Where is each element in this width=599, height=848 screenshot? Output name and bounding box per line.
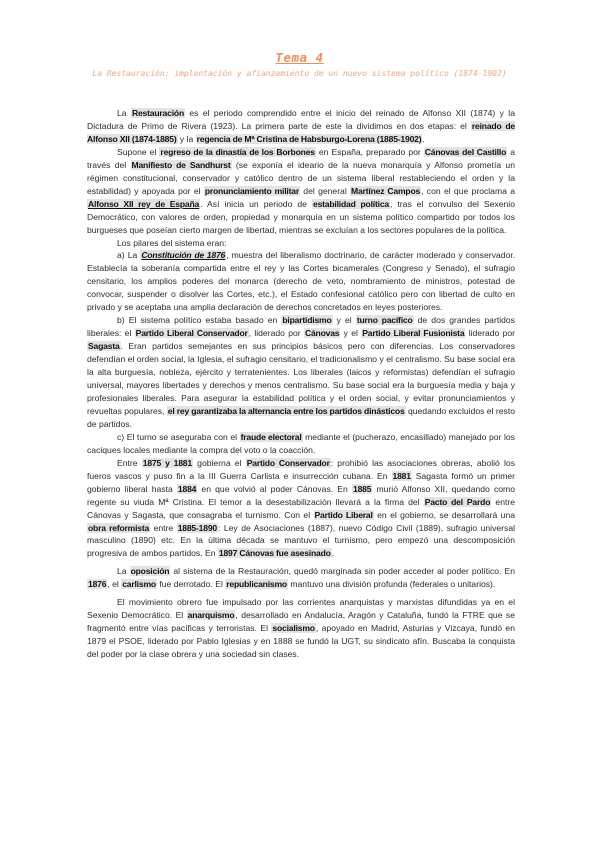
- text-run: a través del: [87, 146, 515, 170]
- highlighted-term: bipartidismo: [282, 315, 332, 326]
- text-run: , con el que proclama a: [421, 185, 515, 196]
- text-run: mantuvo una división profunda (federales o unitarios).: [287, 579, 496, 590]
- highlighted-term: Constitución de 1876: [141, 250, 226, 261]
- text-run: . Eran partidos semejantes en sus principios básicos pero con diferencias. Los conservadores defendían el orden social, la Iglesia, el sufragio censitario, el tradicionalismo y el centralismo. Su base social era la alta burguesía, nobleza, ejército y terratenientes. Los liberales (laicos y reformistas) defendían el sufragio universal, mayores libertades y derechos y menos centralismo. Su base social era la burguesía media y baja y profesionales liberales. Para asegurar la estabilidad política y el orden social, y evitar pronunciamientos y revueltas populares,: [87, 341, 515, 416]
- highlighted-term: 1885: [352, 483, 372, 494]
- highlighted-term: Pacto del Pardo: [424, 496, 491, 507]
- text-run: Los pilares del sistema eran:: [117, 237, 227, 248]
- paragraph: [87, 431, 515, 457]
- highlighted-term: 1885-1890: [177, 522, 217, 533]
- text-run: en que volvió al poder Cánovas. En: [197, 483, 352, 494]
- highlighted-term: Partido Liberal: [314, 509, 373, 520]
- highlighted-term: turno pacífico: [356, 315, 413, 326]
- text-run: : Ley de Asociaciones (1887), nuevo Código Civil (1889), sufragio universal masculino (1890) etc. En la última década se mantuvo el turnismo, pero empezó una descomposición progresiva de ambos partidos. En: [87, 522, 516, 559]
- highlighted-term: reinado de Alfonso XII (1874-1885): [87, 120, 515, 144]
- highlighted-term: oposición: [130, 566, 170, 577]
- text-run: Sagasta formó un primer gobierno liberal hasta: [87, 470, 515, 494]
- highlighted-term: Sagasta: [88, 341, 120, 352]
- text-run: , liderado por: [248, 328, 304, 339]
- text-run: liderado por: [465, 328, 515, 339]
- paragraph: [87, 457, 515, 561]
- text-run: .: [331, 548, 335, 559]
- highlighted-term: regencia de Mª Cristina de Habsburgo-Lorena (1885-1902): [196, 133, 422, 144]
- highlighted-term: obra reformista: [88, 522, 150, 533]
- text-run: al sistema de la Restauración, quedó marginada sin poder acceder al poder político. En: [170, 566, 515, 577]
- text-run: entre: [150, 522, 177, 533]
- text-run: es el periodo comprendido entre el inicio del reinado de Alfonso XII (1874) y la Dictadura de Primo de Rivera (1923). La primera parte de este la dividimos en dos etapas: el: [87, 108, 515, 131]
- text-run: La: [117, 108, 131, 118]
- text-run: El movimiento obrero fue impulsado por las corrientes anarquistas y marxistas difundidas ya en el Sexenio Democrático. El: [87, 597, 515, 621]
- highlighted-term: Martínez Campos: [351, 185, 421, 196]
- text-run: y el: [340, 328, 362, 339]
- highlighted-term: anarquismo: [187, 610, 235, 621]
- text-run: Supone el: [117, 146, 160, 157]
- text-run: (se exponía el ideario de la nueva monarquía y Alfonso prometía un régimen constitucional, conservador y católico dentro de un sistema liberal restableciendo el orden y la estabilidad) y apoyada por el: [87, 159, 515, 196]
- text-run: . Así inicia un periodo de: [200, 198, 312, 209]
- highlighted-term: socialismo: [272, 623, 315, 634]
- text-run: murió Alfonso XII, quedando como regente su viuda Mª Cristina. El temor a la desestabilización llevará a la firma del: [87, 483, 515, 507]
- highlighted-term: Partido Liberal Conservador: [135, 328, 248, 339]
- paragraph: [87, 107, 515, 146]
- highlighted-term: Partido Liberal Fusionista: [362, 328, 465, 339]
- paragraph: [87, 314, 515, 431]
- text-run: quedando excluidos el resto de partidos.: [87, 405, 515, 429]
- highlighted-term: Alfonso XII rey de España: [88, 198, 200, 209]
- text-run: y el: [332, 315, 356, 326]
- text-run: , muestra del liberalismo doctrinario, de carácter moderado y conservador. Establecía la soberanía compartida entre el rey y las Cortes bicamerales (Congreso y Senado), el sufragio censitario, los amplios poderes del monarca (derecho de veto, nombramiento de ministros, potestad de convocar, suspender o disolver las Cortes, etc.), el Estado confesional católico pero con libertad de culto en privado y se aceptaba una amplia declaración de derechos concretados en leyes posteriores.: [87, 250, 516, 313]
- text-run: en España, preparado por: [315, 146, 424, 157]
- highlighted-term: carlismo: [122, 579, 156, 590]
- highlighted-term: 1884: [177, 483, 197, 494]
- document-body: [87, 107, 515, 661]
- highlighted-term: 1876: [88, 579, 107, 590]
- text-run: , el: [107, 579, 122, 590]
- page-title: Tema 4: [275, 50, 324, 65]
- highlighted-term: republicanismo: [226, 579, 287, 590]
- text-run: a) La: [117, 250, 141, 261]
- text-run: La: [117, 566, 130, 577]
- text-run: mediante el (pucherazo, encasillado) manejado por los caciques locales mediante la compra del voto o la coacción.: [87, 431, 515, 455]
- highlighted-term: Cánovas: [304, 328, 340, 339]
- highlighted-term: 1881: [392, 470, 411, 481]
- paragraph: [87, 249, 515, 314]
- text-run: b) El sistema político estaba basado en: [117, 315, 282, 326]
- text-run: c) El turno se aseguraba con el: [117, 431, 240, 442]
- highlighted-term: Partido Conservador: [246, 457, 330, 468]
- text-run: .: [422, 133, 425, 144]
- text-run: , apoyado en Madrid, Asturias y Vizcaya, fundó en 1879 el PSOE, liderado por Pablo Iglesias y en 1888 se fundó la UGT, su sindicato afín. Buscaba la conquista del poder por la clase obrera y una sociedad sin clases.: [87, 623, 515, 660]
- page-subtitle: La Restauración: implantación y afianzamiento de un nuevo sistema político (1874-1902): [92, 69, 507, 78]
- paragraph: [87, 146, 515, 237]
- text-run: , tras el convulso del Sexenio Democrático, con valores de orden, propiedad y monarquía en un sistema político compartido por todos los burgueses que poseían cierto margen de libertad, mientras se excluían a los sectores populares de la política.: [87, 198, 515, 235]
- paragraph: [87, 237, 515, 250]
- highlighted-term: el rey garantizaba la alternancia entre los partidos dinásticos: [167, 405, 405, 416]
- text-run: fue derrotado. El: [156, 579, 226, 590]
- highlighted-term: Restauración: [131, 108, 184, 118]
- highlighted-term: Manifiesto de Sandhurst: [131, 159, 231, 170]
- text-run: del general: [300, 185, 351, 196]
- highlighted-term: fraude electoral: [240, 431, 302, 442]
- text-run: en el gobierno, se desarrollará una: [373, 509, 516, 520]
- highlighted-term: 1875 y 1881: [142, 457, 192, 468]
- highlighted-term: pronunciamiento militar: [204, 185, 300, 196]
- text-run: entre Cánovas y Sagasta, que consagraba el turnismo. Con el: [87, 496, 516, 520]
- text-run: : prohibió las asociaciones obreras, abolió los fueros vascos y puso fin a la III Guerra Carlista e insurrección cubana. En: [87, 457, 515, 481]
- highlighted-term: Cánovas del Castillo: [424, 146, 507, 157]
- highlighted-term: 1897 Cánovas fue asesinado: [218, 548, 331, 559]
- highlighted-term: estabilidad política: [312, 198, 389, 209]
- text-run: de dos grandes partidos liberales: el: [87, 315, 515, 339]
- text-run: y la: [177, 133, 196, 144]
- text-run: gobierna el: [192, 457, 246, 468]
- text-run: Entre: [117, 457, 142, 468]
- paragraph: [87, 565, 515, 591]
- text-run: , desarrollado en Andalucía, Aragón y Cataluña, fundó la FTRE que se fragmentó entre vías pacíficas y terroristas. El: [87, 610, 515, 634]
- paragraph: [87, 596, 515, 661]
- highlighted-term: regreso de la dinastía de los Borbones: [160, 146, 315, 157]
